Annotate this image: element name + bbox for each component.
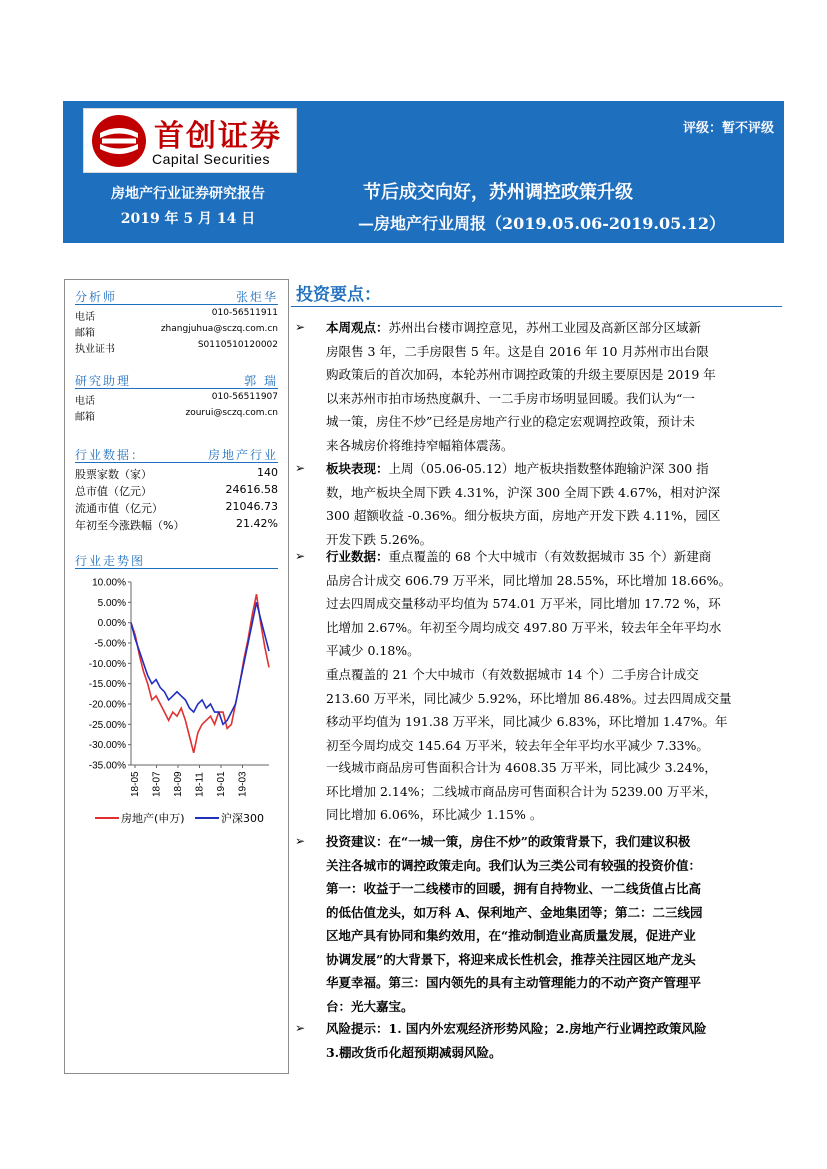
chart-svg <box>73 570 278 840</box>
logo-cn-text: 首创证券 <box>154 119 282 154</box>
industry-label: 行业数据： <box>75 448 146 462</box>
report-title: 节后成交向好，苏州调控政策升级 <box>363 182 633 203</box>
point-line: 平减少 0.18%。 <box>326 643 420 658</box>
report-type: 房地产行业证券研究报告 <box>111 186 265 202</box>
logo-emblem-icon <box>90 113 148 169</box>
bullet-arrow-icon: ➢ <box>295 461 306 475</box>
point-line: 城一策，房住不炒”已经是房地产行业的稳定宏观调控政策，预计未 <box>326 414 695 429</box>
point-line: 苏州出台楼市调控意见，苏州工业园及高新区部分区域新 <box>388 320 702 335</box>
analyst-header <box>75 288 278 305</box>
industry-header <box>75 446 278 463</box>
legend-label: 沪深300 <box>221 812 264 825</box>
point-text <box>326 316 781 457</box>
point-line: 在“一城一策，房住不炒”的政策背景下，我们建议积极 <box>388 834 691 849</box>
main-heading: 投资要点： <box>296 285 381 305</box>
analyst-email-row <box>75 324 278 339</box>
point-line: 213.60 万平米，同比减少 5.92%，环比增加 86.48%。过去四周成交量 <box>326 690 732 706</box>
analyst-name: 张炬华 <box>235 290 278 304</box>
industry-value: 140 <box>257 466 278 479</box>
assistant-email-row <box>75 408 278 423</box>
company-logo <box>83 108 297 173</box>
point-line: 房限售 3 年，二手房限售 5 年。这是自 2016 年 10 月苏州市出台限 <box>326 343 709 359</box>
analyst-cert: S0110510120002 <box>197 340 278 350</box>
heading-rule <box>291 306 782 307</box>
y-tick-label: -10.00% <box>88 658 126 670</box>
x-tick-label: 18-07 <box>151 771 163 797</box>
investment-point <box>295 457 781 551</box>
x-tick-label: 19-01 <box>216 771 227 797</box>
point-line: 一线城市商品房可售面积合计为 4608.35 万平米，同比减少 3.24%， <box>326 760 717 775</box>
industry-row <box>75 483 278 498</box>
point-label: 行业数据： <box>326 549 389 564</box>
industry-value: 21.42% <box>236 517 278 530</box>
point-line: 协调发展”的大背景下，将迎来成长性机会，推荐关注园区地产龙头 <box>326 951 696 967</box>
x-tick-label: 18-11 <box>194 772 206 797</box>
investment-point <box>295 316 781 457</box>
industry-name: 房地产行业 <box>207 448 278 462</box>
report-header <box>63 101 784 243</box>
y-tick-label: 10.00% <box>92 577 126 589</box>
point-line: 区地产具有协同和集约效用，在“推动制造业高质量发展，促进产业 <box>326 928 696 943</box>
y-tick-label: -25.00% <box>88 719 126 731</box>
industry-key: 总市值（亿元） <box>75 485 152 498</box>
investment-point <box>295 1017 781 1064</box>
assistant-email[interactable]: zourui@sczq.com.cn <box>185 408 278 418</box>
assistant-phone-row <box>75 392 278 407</box>
rating: 评级：暂不评级 <box>682 121 774 136</box>
industry-value: 21046.73 <box>225 500 278 513</box>
point-line: 初至今周均成交 145.64 万平米，较去年全年平均水平减少 7.33%。 <box>326 737 709 753</box>
industry-key: 股票家数（家） <box>75 468 152 481</box>
email-label: 邮箱 <box>75 412 95 423</box>
point-line: 第一：收益于一二线楼市的回暖，拥有自持物业、一二线货值占比高 <box>326 881 702 896</box>
point-text <box>326 545 781 663</box>
point-text <box>326 457 781 551</box>
y-tick-label: -20.00% <box>88 699 126 711</box>
sidebar <box>64 279 289 1074</box>
analyst-cert-row <box>75 340 278 355</box>
logo-en-text: Capital Securities <box>152 151 270 167</box>
industry-row <box>75 517 278 532</box>
point-text <box>326 667 732 753</box>
y-tick-label: -15.00% <box>88 679 126 691</box>
point-label: 本周观点： <box>326 320 389 335</box>
industry-row <box>75 466 278 481</box>
point-line: 华夏幸福。第三：国内领先的具有主动管理能力的不动产资产管理平 <box>326 975 702 990</box>
point-text <box>326 1017 781 1064</box>
point-line: 数，地产板块全周下跌 4.31%，沪深 300 全周下跌 4.67%，相对沪深 <box>326 484 721 500</box>
investment-point <box>295 545 781 663</box>
industry-key: 流通市值（亿元） <box>75 502 163 515</box>
industry-key: 年初至今涨跌幅（%） <box>75 519 185 532</box>
report-date: 2019 年 5 月 14 日 <box>120 211 256 227</box>
analyst-phone: 010-56511911 <box>211 308 278 318</box>
bullet-arrow-icon: ➢ <box>295 834 306 848</box>
y-tick-label: -5.00% <box>94 638 126 650</box>
y-tick-label: 5.00% <box>97 597 126 609</box>
point-line: 来各城房价将维持窄幅箱体震荡。 <box>326 437 514 453</box>
legend-label: 房地产(申万) <box>121 812 185 825</box>
series-line <box>131 602 269 724</box>
phone-label: 电话 <box>75 396 95 407</box>
investment-point <box>295 830 781 1018</box>
point-line: 1. 国内外宏观经济形势风险；2.房地产行业调控政策风险 <box>388 1021 707 1036</box>
point-line: 品房合计成交 606.79 万平米，同比增加 28.55%，环比增加 18.66%。 <box>326 572 731 588</box>
point-line: 比增加 2.67%。年初至今周均成交 497.80 万平米，较去年全年平均水 <box>326 619 722 635</box>
point-label: 投资建议： <box>326 834 389 849</box>
assistant-phone: 010-56511907 <box>211 392 278 402</box>
point-line: 重点覆盖的 21 个大中城市（有效数据城市 14 个）二手房合计成交 <box>326 667 699 682</box>
point-line: 开发下跌 5.26%。 <box>326 531 433 547</box>
analyst-phone-row <box>75 308 278 323</box>
industry-trend-chart <box>73 570 278 840</box>
point-line: 同比增加 6.06%，环比减少 1.15% 。 <box>326 807 543 822</box>
trend-label: 行业走势图 <box>75 554 146 568</box>
y-tick-label: -30.00% <box>88 740 126 752</box>
series-line <box>131 594 269 753</box>
point-label: 风险提示： <box>326 1021 389 1036</box>
analyst-email[interactable]: zhangjuhua@sczq.com.cn <box>160 324 278 334</box>
point-text <box>326 830 781 1018</box>
assistant-header <box>75 372 278 389</box>
analyst-label: 分析师 <box>75 290 118 304</box>
point-line: 台：光大嘉宝。 <box>326 998 414 1014</box>
point-line: 关注各城市的调控政策走向。我们认为三类公司有较强的投资价值： <box>326 857 702 873</box>
bullet-arrow-icon: ➢ <box>295 320 306 334</box>
phone-label: 电话 <box>75 312 95 323</box>
x-tick-label: 19-03 <box>237 771 249 797</box>
investment-point <box>326 756 781 827</box>
investment-point <box>326 663 781 757</box>
point-label: 板块表现： <box>326 461 389 476</box>
report-subtitle: —房地产行业周报（2019.05.06-2019.05.12） <box>358 214 726 233</box>
point-text <box>326 760 717 822</box>
x-tick-label: 18-05 <box>130 771 141 797</box>
assistant-name: 郭 瑞 <box>244 374 278 388</box>
point-line: 移动平均值为 191.38 万平米，同比减少 6.83%，环比增加 1.47%。年 <box>326 714 728 729</box>
point-line: 300 超额收益 -0.36%。细分板块方面，房地产开发下跌 4.11%，园区 <box>326 508 721 523</box>
point-line: 上周（05.06-05.12）地产板块指数整体跑输沪深 300 指 <box>388 461 709 476</box>
trend-header <box>75 552 278 569</box>
y-tick-label: 0.00% <box>97 618 126 630</box>
bullet-arrow-icon: ➢ <box>295 1021 306 1035</box>
point-line: 购政策后的首次加码，本轮苏州市调控政策的升级主要原因是 2019 年 <box>326 367 716 382</box>
y-tick-label: -35.00% <box>88 760 126 772</box>
point-line: 重点覆盖的 68 个大中城市（有效数据城市 35 个）新建商 <box>388 549 712 564</box>
industry-row <box>75 500 278 515</box>
point-line: 3.棚改货币化超预期减弱风险。 <box>326 1044 502 1060</box>
bullet-arrow-icon: ➢ <box>295 549 306 563</box>
assistant-label: 研究助理 <box>75 374 132 388</box>
x-tick-label: 18-09 <box>173 771 184 797</box>
point-line: 以来苏州市拍市场热度飙升、一二手房市场明显回暖。我们认为“一 <box>326 390 695 406</box>
point-line: 环比增加 2.14%；二线城市商品房可售面积合计为 5239.00 万平米， <box>326 783 717 799</box>
email-label: 邮箱 <box>75 328 95 339</box>
point-line: 的低估值龙头，如万科 A、保利地产、金地集团等；第二：二三线园 <box>326 904 703 920</box>
point-line: 过去四周成交量移动平均值为 574.01 万平米，同比增加 17.72 %，环 <box>326 596 721 611</box>
industry-value: 24616.58 <box>225 483 278 496</box>
cert-label: 执业证书 <box>75 344 115 355</box>
